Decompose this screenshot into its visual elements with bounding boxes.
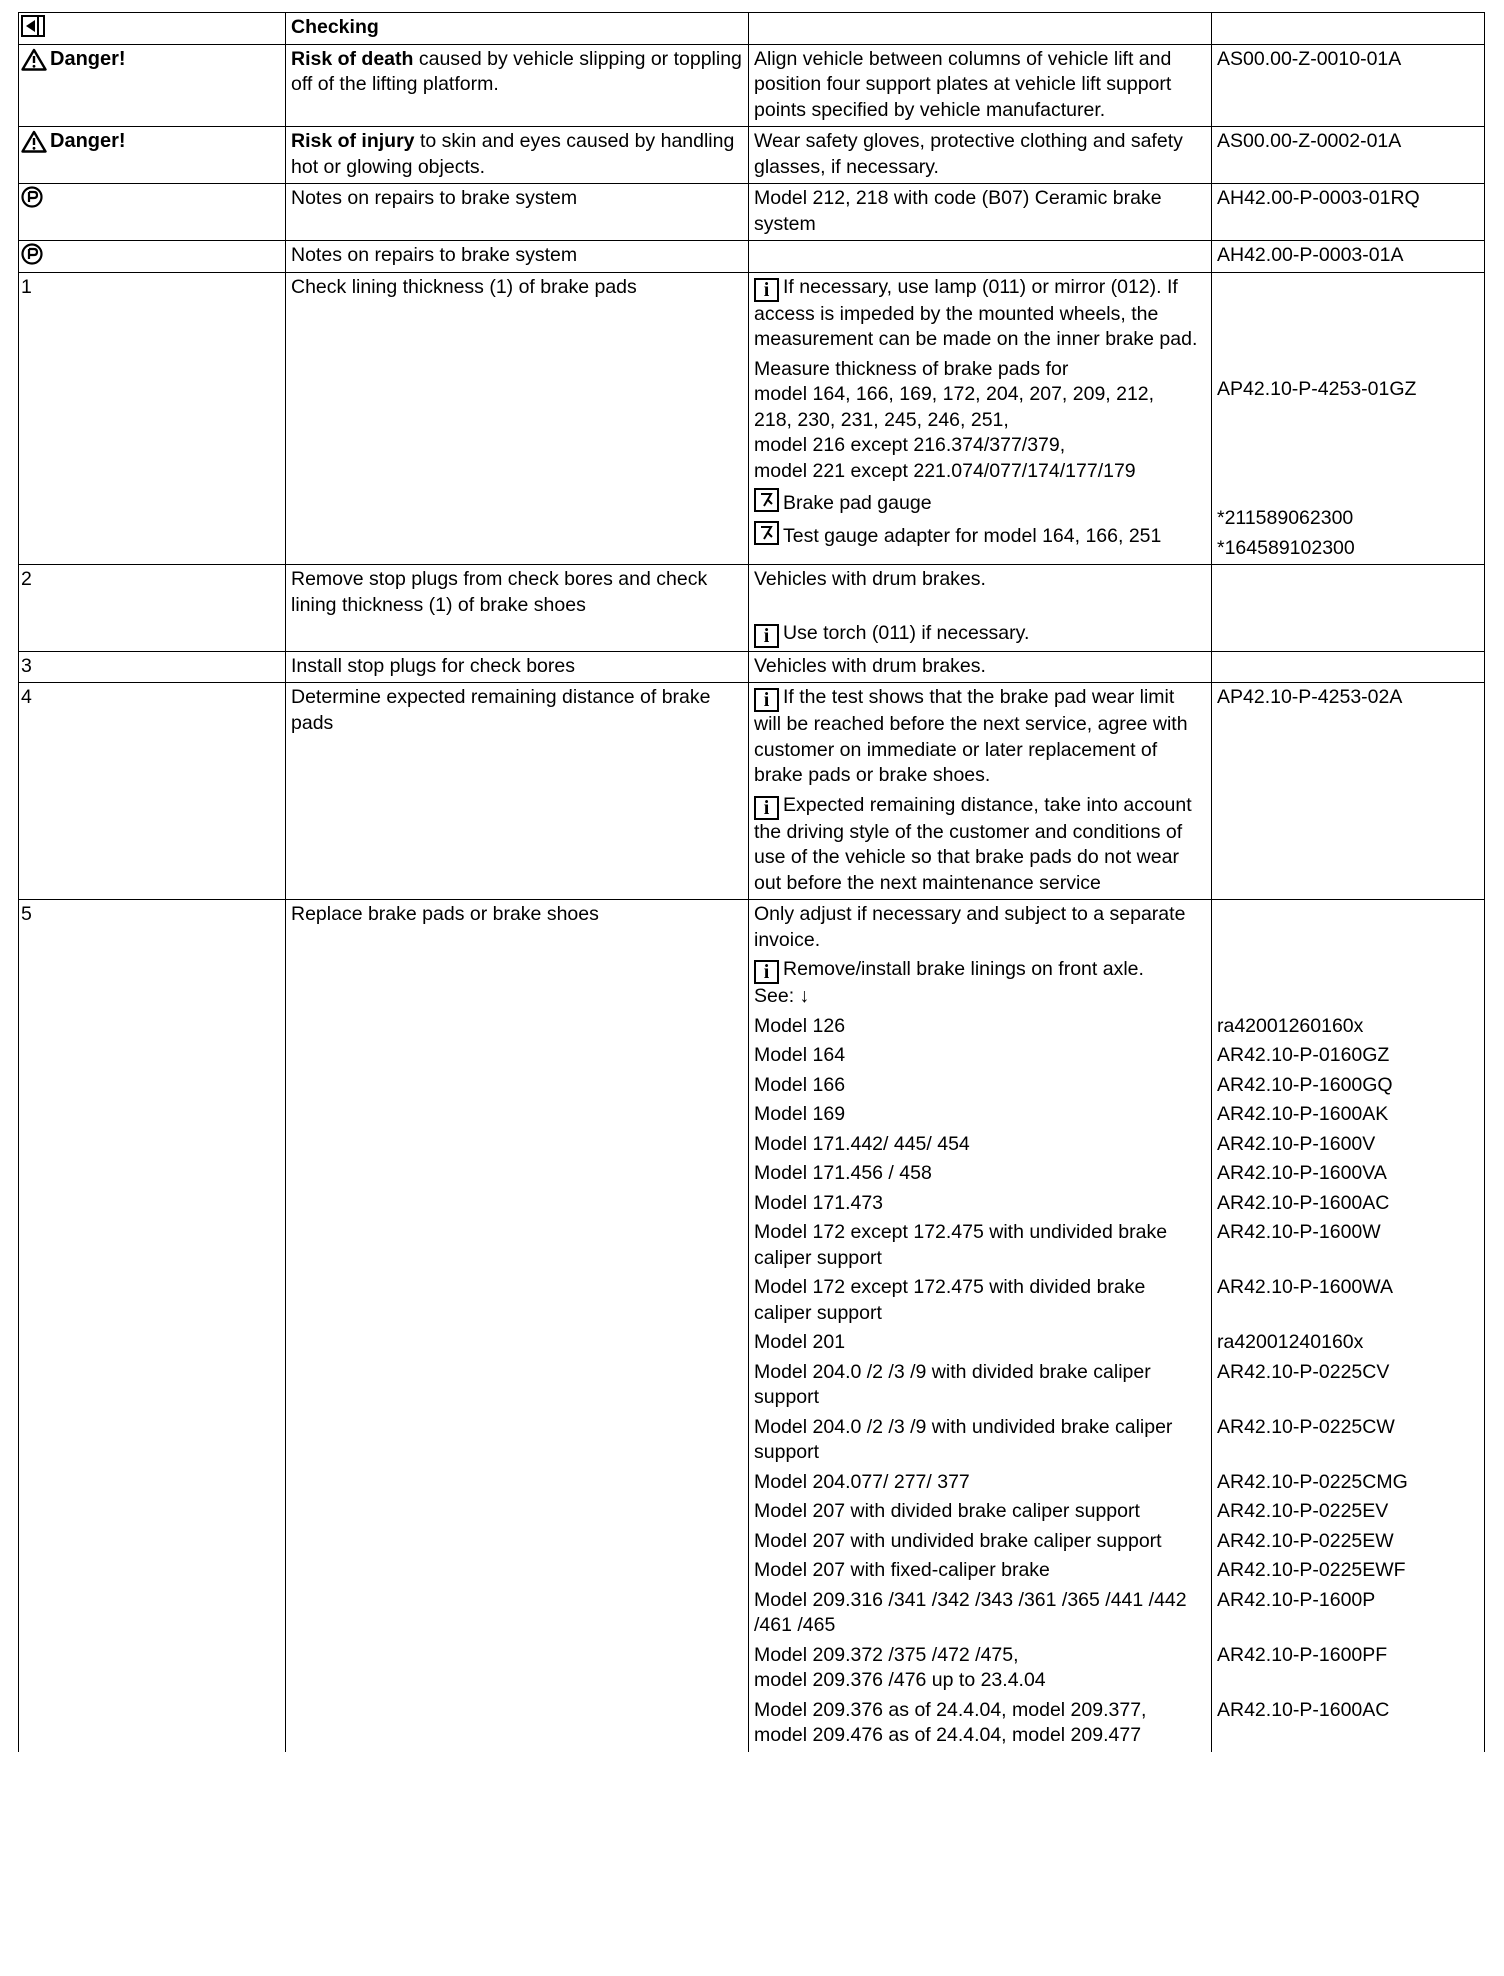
doc-link[interactable]: AP42.10-P-4253-01GZ xyxy=(1217,377,1417,400)
doc-link[interactable]: AR42.10-P-1600WA xyxy=(1217,1276,1393,1298)
model-item: Model 171.473 xyxy=(754,1191,884,1214)
doc-link[interactable]: AH42.00-P-0003-01RQ xyxy=(1212,184,1485,241)
model-item: Model 209.372 /375 /472 /475, model 209.376 /476 up to 23.4.04 xyxy=(754,1643,1046,1691)
doc-link[interactable]: AR42.10-P-0160GZ xyxy=(1217,1044,1390,1066)
doc-link[interactable]: ra42001240160x xyxy=(1217,1331,1364,1353)
step-row-3: 3 Install stop plugs for check bores Vehicles with drum brakes. xyxy=(19,651,1485,683)
doc-link[interactable]: AP42.10-P-4253-02A xyxy=(1212,683,1485,900)
doc-link[interactable]: AR42.10-P-1600PF xyxy=(1217,1643,1388,1666)
model-item: Model 164 xyxy=(754,1044,846,1066)
doc-link[interactable]: AR42.10-P-1600AC xyxy=(1217,1191,1390,1214)
danger-label: Danger! xyxy=(21,47,126,73)
doc-link[interactable]: AS00.00-Z-0010-01A xyxy=(1212,44,1485,127)
note-row-1: Notes on repairs to brake system Model 212, 218 with code (B07) Ceramic brake system AH42.00-P-0003-01RQ xyxy=(19,184,1485,241)
model-item: Model 172 except 172.475 with divided brake caliper support xyxy=(754,1276,1146,1324)
doc-link[interactable]: AS00.00-Z-0002-01A xyxy=(1212,127,1485,184)
page-title: Checking xyxy=(291,16,379,38)
doc-link[interactable]: AR42.10-P-1600W xyxy=(1217,1221,1381,1243)
info-icon: i xyxy=(754,796,779,820)
doc-link[interactable]: AR42.10-P-1600VA xyxy=(1217,1162,1387,1184)
tool-number[interactable]: *211589062300 xyxy=(1217,507,1354,529)
model-item: Model 204.0 /2 /3 /9 with undivided brake caliper support xyxy=(754,1415,1173,1463)
step-row-5: 5 Replace brake pads or brake shoes Only adjust if necessary and subject to a separate invoice. i Remove/install brake linings on front axle. See: ↓ Model 126 Model 164 Model 166 Model 169 Model 171.442/ 445/ 454 Model 171.456 / 458 Model 171.473 Model 172 except 172.475 with undivided brake caliper support Model 172 except 172.475 with divided brake caliper support Model 201 Model 204.0 /2 /3 /9 with divided brake caliper support Model 204.0 /2 /3 /9 with undivided brake caliper support Model 204.077/ 277/ 377 Model 207 with divided brake caliper support Model 207 with undivided brake caliper support Model 207 with fixed-caliper brake Model 209.316 /341 /342 /343 /361 /365 /441 /442 /461 /465 Model 209.372 /375 /472 /475, model 209.376 /476 up to 23.4.04 Model 209.376 as of 24.4.04, model 209.377, model 209.476 as of 24.4.04, model 209.477 ra42001260160x AR42.10-P-0160GZ AR42.10-P-1600GQ AR42.10-P-1600AK AR42.10-P-1600V AR42.10-P-1600VA AR42.10-P-1600AC AR42.10-P-1600W AR42.10-P-1600WA ra42001240160x AR42.10-P-0225CV AR42.10-P-0225CW AR42.10-P-0225CMG AR42.10-P-0225EV AR42.10-P-0225EW AR42.10-P-0225EWF AR42.10-P-1600P AR42.10-P-1600PF AR42.10-P-1600AC xyxy=(19,900,1485,1752)
model-item: Model 126 xyxy=(754,1014,846,1037)
danger-row-2: Danger! Risk of injury to skin and eyes caused by handling hot or glowing objects. Wear safety gloves, protective clothing and safety glasses, if necessary. AS00.00-Z-0002-01A xyxy=(19,127,1485,184)
procedure-table xyxy=(18,12,1485,1752)
step-row-4: 4 Determine expected remaining distance of brake pads i If the test shows that the brake pad wear limit will be reached before the next service, agree with customer on immediate or later replacement of brake pads or brake shoes. i Expected remaining distance, take into account the driving style of the customer and conditions of use of the vehicle so that brake pads do not wear out before the next maintenance service AP42.10-P-4253-02A xyxy=(19,683,1485,900)
doc-link[interactable]: AH42.00-P-0003-01A xyxy=(1212,241,1485,273)
model-item: Model 207 with fixed-caliper brake xyxy=(754,1559,1050,1581)
doc-link[interactable]: AR42.10-P-0225CV xyxy=(1217,1360,1390,1383)
doc-link[interactable]: AR42.10-P-0225CW xyxy=(1217,1415,1395,1438)
doc-link[interactable]: ra42001260160x xyxy=(1217,1014,1364,1037)
model-item: Model 207 with divided brake caliper support xyxy=(754,1500,1140,1522)
model-item: Model 201 xyxy=(754,1331,846,1353)
doc-link[interactable]: AR42.10-P-1600AK xyxy=(1217,1103,1389,1125)
header-title-cell xyxy=(286,13,749,45)
info-icon: i xyxy=(754,624,779,648)
tool-number[interactable]: *164589102300 xyxy=(1217,536,1355,559)
reference-list xyxy=(1217,902,1479,1749)
warning-triangle-icon xyxy=(21,130,47,153)
model-item: Model 166 xyxy=(754,1073,846,1096)
notes-icon xyxy=(21,243,43,265)
model-item: Model 209.316 /341 /342 /343 /361 /365 /441 /442 /461 /465 xyxy=(754,1588,1187,1636)
info-icon: i xyxy=(754,960,779,984)
step-row-1: 1 Check lining thickness (1) of brake pads i If necessary, use lamp (011) or mirror (012). If access is impeded by the mounted wheels, the measurement can be made on the inner brake pad. Measure thickness of brake pads for model 164, 166, 169, 172, 204, 207, 209, 212, 218, 230, 231, 245, 246, 251, model 216 except 216.374/377/379, model 221 except 221.074/077/174/177/179 Brake pad gauge Test gauge adapter for model 164, 166, 251 AP42.10-P-4253-01GZ *211589062300 *164589102300 xyxy=(19,272,1485,565)
doc-link[interactable]: AR42.10-P-0225CMG xyxy=(1217,1470,1408,1493)
model-item: Model 204.077/ 277/ 377 xyxy=(754,1470,970,1493)
danger-row-1: Danger! Risk of death caused by vehicle slipping or toppling off of the lifting platform. Align vehicle between columns of vehicle lift and position four support plates at vehicle lift support points specified by vehicle manufacturer. AS00.00-Z-0010-01A xyxy=(19,44,1485,127)
note-row-2: Notes on repairs to brake system AH42.00-P-0003-01A xyxy=(19,241,1485,273)
back-arrow-icon[interactable] xyxy=(21,15,45,37)
model-item: Model 171.456 / 458 xyxy=(754,1162,932,1184)
model-item: Model 171.442/ 445/ 454 xyxy=(754,1132,970,1155)
model-item: Model 207 with undivided brake caliper support xyxy=(754,1529,1162,1552)
model-item: Model 172 except 172.475 with undivided brake caliper support xyxy=(754,1221,1168,1269)
doc-link[interactable]: AR42.10-P-0225EW xyxy=(1217,1529,1394,1552)
doc-link[interactable]: AR42.10-P-1600GQ xyxy=(1217,1073,1393,1096)
model-list xyxy=(754,1014,1206,1749)
special-tool-icon xyxy=(754,521,779,545)
doc-link[interactable]: AR42.10-P-1600P xyxy=(1217,1588,1376,1611)
doc-link[interactable]: AR42.10-P-0225EV xyxy=(1217,1500,1389,1522)
special-tool-icon xyxy=(754,488,779,512)
step-row-2: 2 Remove stop plugs from check bores and check lining thickness (1) of brake shoes Vehicles with drum brakes. i Use torch (011) if necessary. xyxy=(19,565,1485,652)
info-icon: i xyxy=(754,278,779,302)
doc-link[interactable]: AR42.10-P-1600V xyxy=(1217,1132,1376,1155)
warning-triangle-icon xyxy=(21,48,47,71)
header-icon-cell xyxy=(19,13,286,45)
doc-link[interactable]: AR42.10-P-0225EWF xyxy=(1217,1559,1406,1581)
header-row xyxy=(19,13,1485,45)
notes-icon xyxy=(21,186,43,208)
model-item: Model 169 xyxy=(754,1103,846,1125)
danger-label: Danger! xyxy=(21,129,126,155)
doc-link[interactable]: AR42.10-P-1600AC xyxy=(1217,1698,1390,1721)
model-item: Model 204.0 /2 /3 /9 with divided brake caliper support xyxy=(754,1360,1151,1408)
info-icon: i xyxy=(754,688,779,712)
model-item: Model 209.376 as of 24.4.04, model 209.377, model 209.476 as of 24.4.04, model 209.477 xyxy=(754,1698,1147,1746)
